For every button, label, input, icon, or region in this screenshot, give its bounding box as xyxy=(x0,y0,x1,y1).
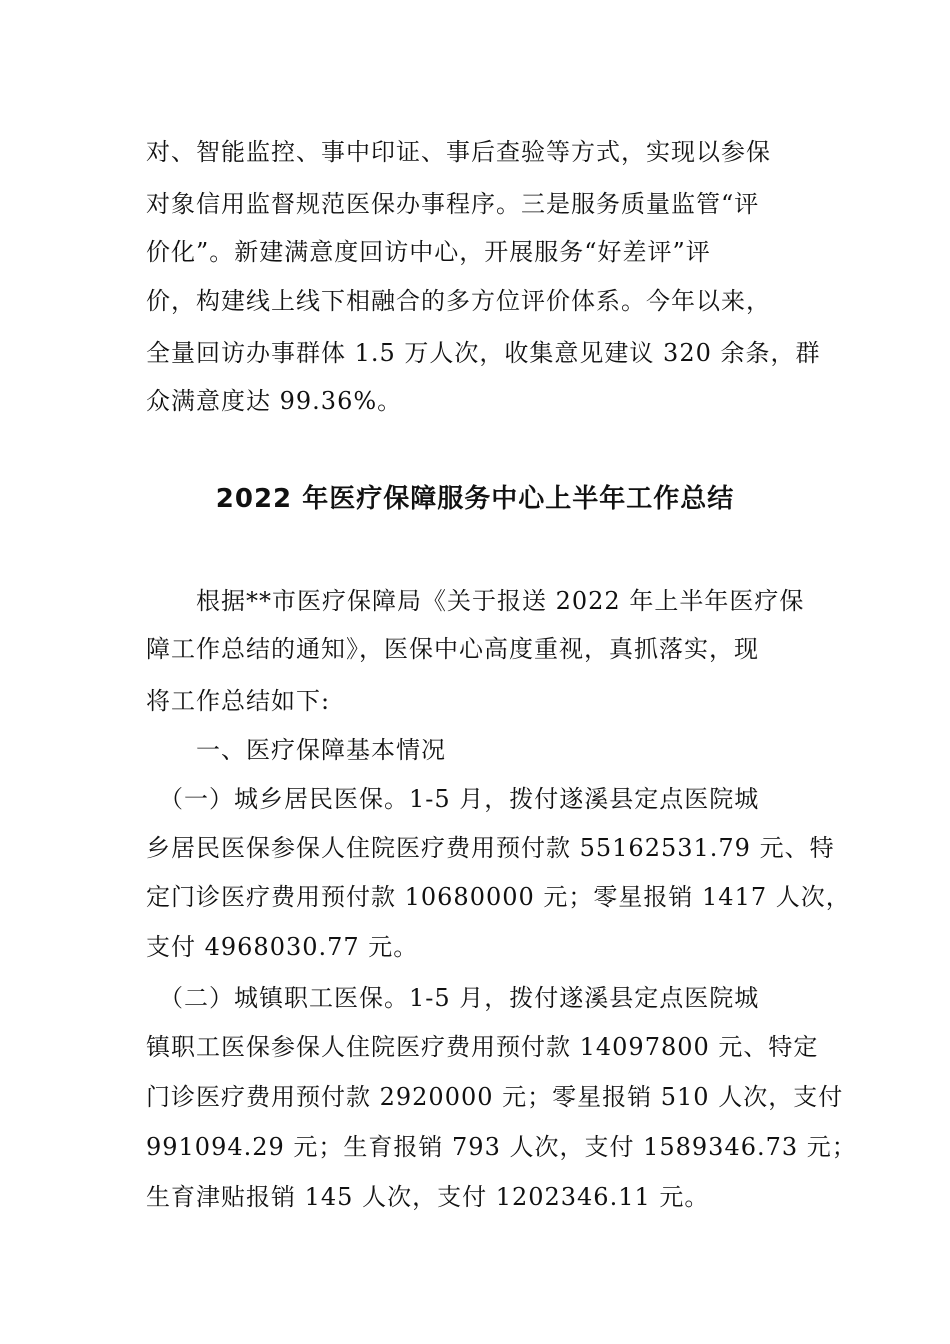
paragraph-line: 991094.29 元；生育报销 793 人次，支付 1589346.73 元； xyxy=(146,1133,857,1161)
paragraph-line: 根据**市医疗保障局《关于报送 2022 年上半年医疗保 xyxy=(146,587,805,615)
paragraph-line: 门诊医疗费用预付款 2920000 元；零星报销 510 人次，支付 xyxy=(146,1083,844,1111)
paragraph-line: 价化”。新建满意度回访中心，开展服务“好差评”评 xyxy=(146,238,711,266)
paragraph-line: 对、智能监控、事中印证、事后查验等方式，实现以参保 xyxy=(146,138,771,166)
paragraph-line: 定门诊医疗费用预付款 10680000 元；零星报销 1417 人次， xyxy=(146,883,851,911)
paragraph-line: （二）城镇职工医保。1-5 月，拨付遂溪县定点医院城 xyxy=(146,984,760,1012)
section-heading: 一、医疗保障基本情况 xyxy=(146,736,446,764)
paragraph-line: 将工作总结如下: xyxy=(146,687,331,715)
paragraph-line: 众满意度达 99.36%。 xyxy=(146,387,403,415)
document-title: 2022 年医疗保障服务中心上半年工作总结 xyxy=(215,484,735,514)
paragraph-line: 全量回访办事群体 1.5 万人次，收集意见建议 320 余条，群 xyxy=(146,339,821,367)
paragraph-line: （一）城乡居民医保。1-5 月，拨付遂溪县定点医院城 xyxy=(146,785,760,813)
paragraph-line: 镇职工医保参保人住院医疗费用预付款 14097800 元、特定 xyxy=(146,1033,819,1061)
paragraph-line: 乡居民医保参保人住院医疗费用预付款 55162531.79 元、特 xyxy=(146,834,835,862)
paragraph-line: 对象信用监督规范医保办事程序。三是服务质量监管“评 xyxy=(146,190,760,218)
paragraph-line: 生育津贴报销 145 人次，支付 1202346.11 元。 xyxy=(146,1183,710,1211)
paragraph-line: 障工作总结的通知》，医保中心高度重视，真抓落实，现 xyxy=(146,635,759,663)
paragraph-line: 支付 4968030.77 元。 xyxy=(146,933,419,961)
paragraph-line: 价，构建线上线下相融合的多方位评价体系。今年以来， xyxy=(146,287,771,315)
